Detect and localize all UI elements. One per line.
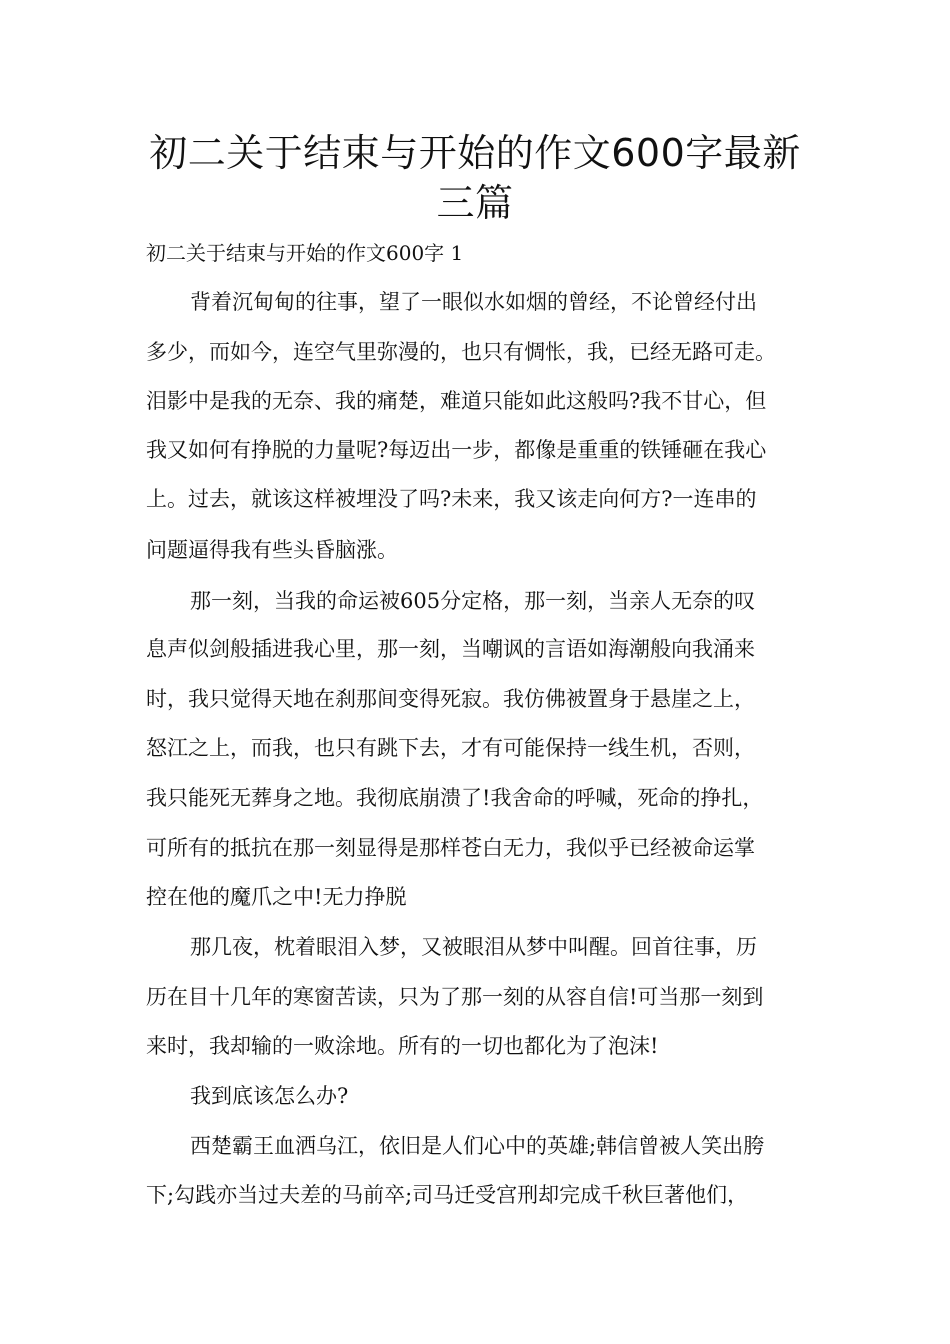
text-line: 我只能死无葬身之地。我彻底崩溃了!我舍命的呼喊，死命的挣扎， [146,786,764,810]
text-line: 问题逼得我有些头昏脑涨。 [146,538,398,562]
text-line: 可所有的抵抗在那一刻显得是那样苍白无力，我似乎已经被命运掌 [146,836,755,860]
text-line: 西楚霸王血洒乌江，依旧是人们心中的英雄;韩信曾被人笑出胯 [190,1134,765,1158]
document-title [120,128,830,228]
text-line: 泪影中是我的无奈、我的痛楚，难道只能如此这般吗?我不甘心，但 [146,389,767,413]
text-line: 上。过去，就该这样被埋没了吗?未来，我又该走向何方?一连串的 [146,487,757,511]
text-line: 多少，而如今，连空气里弥漫的，也只有惆怅，我，已经无路可走。 [146,340,776,364]
title-line-1: 初二关于结束与开始的作文600字最新 [149,131,801,175]
text-line: 我到底该怎么办? [190,1084,349,1108]
text-line: 我又如何有挣脱的力量呢?每迈出一步，都像是重重的铁锤砸在我心 [146,438,767,462]
text-line: 那一刻，当我的命运被605分定格，那一刻，当亲人无奈的叹 [190,589,756,613]
text-line: 历在目十几年的寒窗苦读，只为了那一刻的从容自信!可当那一刻到 [146,985,764,1009]
title-line-2: 三篇 [436,181,514,225]
text-line: 下;勾践亦当过夫差的马前卒;司马迁受宫刑却完成千秋巨著他们， [146,1183,749,1207]
section-heading: 初二关于结束与开始的作文600字 1 [146,241,464,265]
text-line: 息声似剑般插进我心里，那一刻，当嘲讽的言语如海潮般向我涌来 [146,637,755,661]
text-line: 控在他的魔爪之中!无力挣脱 [146,885,407,909]
text-line: 那几夜，枕着眼泪入梦，又被眼泪从梦中叫醒。回首往事，历 [190,935,757,959]
text-line: 怒江之上，而我，也只有跳下去，才有可能保持一线生机，否则， [146,736,755,760]
text-line: 来时，我却输的一败涂地。所有的一切也都化为了泡沫! [146,1034,659,1058]
text-line: 时，我只觉得天地在刹那间变得死寂。我仿佛被置身于悬崖之上， [146,687,755,711]
text-line: 背着沉甸甸的往事，望了一眼似水如烟的曾经，不论曾经付出 [190,290,757,314]
